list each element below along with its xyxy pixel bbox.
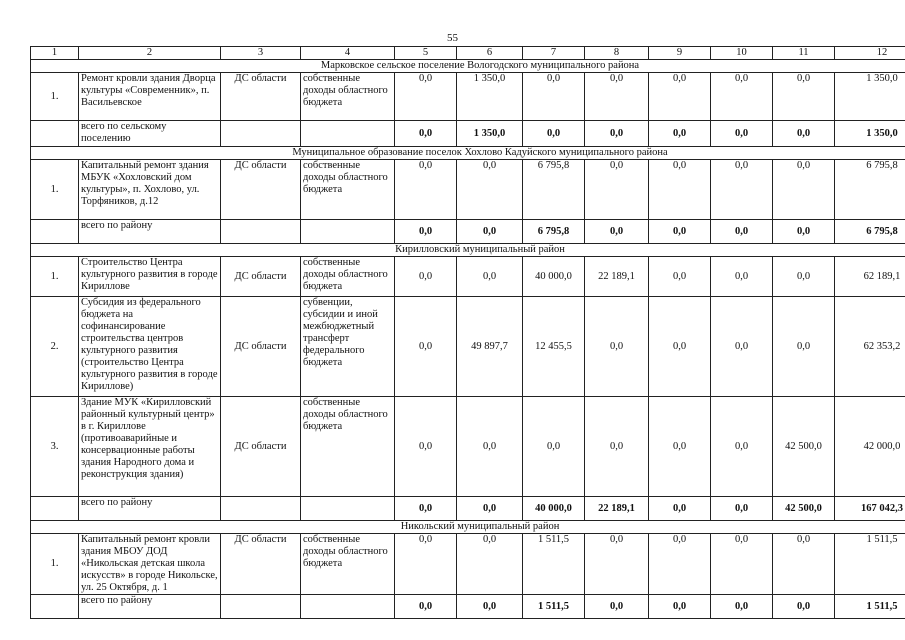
value-cell: 0,0 bbox=[649, 397, 711, 497]
value-cell: 0,0 bbox=[395, 297, 457, 397]
row-number: 2. bbox=[31, 297, 79, 397]
table-row bbox=[31, 297, 905, 397]
value-cell: 40 000,0 bbox=[523, 257, 585, 297]
value-cell: 0,0 bbox=[457, 534, 523, 595]
row-number: 1. bbox=[31, 257, 79, 297]
value-cell: 1 511,5 bbox=[835, 534, 905, 595]
header-row bbox=[31, 47, 905, 60]
table-row bbox=[31, 160, 905, 220]
total-row bbox=[31, 497, 905, 521]
table-row bbox=[31, 397, 905, 497]
row-number: 1. bbox=[31, 160, 79, 220]
total-value: 22 189,1 bbox=[585, 497, 649, 521]
total-value: 0,0 bbox=[457, 220, 523, 244]
total-value: 0,0 bbox=[585, 595, 649, 619]
value-cell: 0,0 bbox=[395, 397, 457, 497]
section-title: Марковское сельское поселение Вологодского муниципального района bbox=[31, 60, 905, 73]
table-row bbox=[31, 534, 905, 595]
section-title: Кирилловский муниципальный район bbox=[31, 244, 905, 257]
total-value: 6 795,8 bbox=[523, 220, 585, 244]
value-cell: 0,0 bbox=[395, 160, 457, 220]
value-cell: 0,0 bbox=[711, 297, 773, 397]
page-number: 55 bbox=[447, 32, 458, 44]
value-cell: 0,0 bbox=[585, 73, 649, 121]
section-title-row bbox=[31, 521, 905, 534]
total-value: 1 350,0 bbox=[457, 121, 523, 147]
total-value: 0,0 bbox=[773, 595, 835, 619]
value-cell: 1 511,5 bbox=[523, 534, 585, 595]
total-value: 0,0 bbox=[395, 497, 457, 521]
total-empty-cell bbox=[221, 220, 301, 244]
total-value: 1 350,0 bbox=[835, 121, 905, 147]
section-title-row bbox=[31, 60, 905, 73]
budget-table bbox=[30, 46, 905, 619]
total-empty-cell bbox=[221, 497, 301, 521]
total-value: 0,0 bbox=[711, 595, 773, 619]
total-label: всего по району bbox=[79, 220, 221, 244]
total-value: 40 000,0 bbox=[523, 497, 585, 521]
total-empty-cell bbox=[301, 220, 395, 244]
value-cell: 0,0 bbox=[395, 257, 457, 297]
total-row bbox=[31, 595, 905, 619]
value-cell: 6 795,8 bbox=[835, 160, 905, 220]
header-cell: 4 bbox=[301, 47, 395, 60]
project-name: Ремонт кровли здания Дворца культуры «Современник», п. Васильевское bbox=[79, 73, 221, 121]
total-empty-cell bbox=[31, 497, 79, 521]
revenue-type: собственные доходы областного бюджета bbox=[301, 397, 395, 497]
value-cell: 0,0 bbox=[649, 257, 711, 297]
value-cell: 0,0 bbox=[395, 73, 457, 121]
funding-source: ДС области bbox=[221, 397, 301, 497]
total-empty-cell bbox=[31, 595, 79, 619]
total-row bbox=[31, 220, 905, 244]
revenue-type: собственные доходы областного бюджета bbox=[301, 160, 395, 220]
value-cell: 22 189,1 bbox=[585, 257, 649, 297]
value-cell: 0,0 bbox=[773, 534, 835, 595]
total-value: 0,0 bbox=[523, 121, 585, 147]
header-cell: 11 bbox=[773, 47, 835, 60]
total-value: 1 511,5 bbox=[835, 595, 905, 619]
section-title-row bbox=[31, 244, 905, 257]
total-value: 0,0 bbox=[649, 595, 711, 619]
revenue-type: собственные доходы областного бюджета bbox=[301, 257, 395, 297]
total-value: 0,0 bbox=[457, 595, 523, 619]
total-value: 0,0 bbox=[395, 121, 457, 147]
value-cell: 0,0 bbox=[395, 534, 457, 595]
total-empty-cell bbox=[221, 121, 301, 147]
row-number: 1. bbox=[31, 534, 79, 595]
value-cell: 0,0 bbox=[711, 257, 773, 297]
section-title: Муниципальное образование поселок Хохлово Кадуйского муниципального района bbox=[31, 147, 905, 160]
value-cell: 0,0 bbox=[457, 397, 523, 497]
total-value: 0,0 bbox=[711, 497, 773, 521]
total-row bbox=[31, 121, 905, 147]
project-name: Здание МУК «Кирилловский районный культурный центр» в г. Кириллове (противоаварийные и консервационные работы здания Народного дома и реконструкция здания) bbox=[79, 397, 221, 497]
value-cell: 1 350,0 bbox=[457, 73, 523, 121]
row-number: 3. bbox=[31, 397, 79, 497]
value-cell: 0,0 bbox=[585, 397, 649, 497]
project-name: Строительство Центра культурного развития в городе Кириллове bbox=[79, 257, 221, 297]
value-cell: 42 000,0 bbox=[835, 397, 905, 497]
revenue-type: собственные доходы областного бюджета bbox=[301, 73, 395, 121]
total-value: 0,0 bbox=[649, 497, 711, 521]
value-cell: 0,0 bbox=[649, 73, 711, 121]
funding-source: ДС области bbox=[221, 257, 301, 297]
value-cell: 6 795,8 bbox=[523, 160, 585, 220]
section-title: Никольский муниципальный район bbox=[31, 521, 905, 534]
total-value: 42 500,0 bbox=[773, 497, 835, 521]
value-cell: 0,0 bbox=[711, 534, 773, 595]
funding-source: ДС области bbox=[221, 160, 301, 220]
header-cell: 5 bbox=[395, 47, 457, 60]
value-cell: 42 500,0 bbox=[773, 397, 835, 497]
value-cell: 0,0 bbox=[585, 160, 649, 220]
funding-source: ДС области bbox=[221, 534, 301, 595]
project-name: Субсидия из федерального бюджета на софинансирование строительства центров культурного развития (строительство Центра культурного развития в городе Кириллове) bbox=[79, 297, 221, 397]
header-cell: 9 bbox=[649, 47, 711, 60]
value-cell: 1 350,0 bbox=[835, 73, 905, 121]
project-name: Капитальный ремонт здания МБУК «Хохловский дом культуры», п. Хохлово, ул. Торфяников, д.12 bbox=[79, 160, 221, 220]
header-cell: 12 bbox=[835, 47, 905, 60]
total-label: всего по району bbox=[79, 497, 221, 521]
value-cell: 12 455,5 bbox=[523, 297, 585, 397]
row-number: 1. bbox=[31, 73, 79, 121]
header-cell: 10 bbox=[711, 47, 773, 60]
section-title-row bbox=[31, 147, 905, 160]
value-cell: 49 897,7 bbox=[457, 297, 523, 397]
value-cell: 0,0 bbox=[457, 160, 523, 220]
total-label: всего по сельскому поселению bbox=[79, 121, 221, 147]
total-value: 6 795,8 bbox=[835, 220, 905, 244]
value-cell: 0,0 bbox=[649, 534, 711, 595]
total-value: 1 511,5 bbox=[523, 595, 585, 619]
total-value: 0,0 bbox=[649, 121, 711, 147]
total-value: 0,0 bbox=[649, 220, 711, 244]
header-cell: 2 bbox=[79, 47, 221, 60]
value-cell: 0,0 bbox=[523, 73, 585, 121]
header-cell: 7 bbox=[523, 47, 585, 60]
total-value: 0,0 bbox=[395, 220, 457, 244]
total-value: 0,0 bbox=[773, 220, 835, 244]
header-cell: 1 bbox=[31, 47, 79, 60]
project-name: Капитальный ремонт кровли здания МБОУ ДОД «Никольская детская школа искусств» в городе Никольске, ул. 25 Октября, д. 1 bbox=[79, 534, 221, 595]
table-row bbox=[31, 257, 905, 297]
revenue-type: субвенции, субсидии и иной межбюджетный трансферт федерального бюджета bbox=[301, 297, 395, 397]
total-empty-cell bbox=[31, 220, 79, 244]
total-empty-cell bbox=[31, 121, 79, 147]
total-value: 0,0 bbox=[585, 121, 649, 147]
value-cell: 0,0 bbox=[585, 534, 649, 595]
header-cell: 3 bbox=[221, 47, 301, 60]
total-empty-cell bbox=[221, 595, 301, 619]
value-cell: 0,0 bbox=[649, 297, 711, 397]
header-cell: 6 bbox=[457, 47, 523, 60]
value-cell: 0,0 bbox=[773, 160, 835, 220]
total-value: 0,0 bbox=[395, 595, 457, 619]
value-cell: 0,0 bbox=[711, 160, 773, 220]
value-cell: 0,0 bbox=[649, 160, 711, 220]
table-row bbox=[31, 73, 905, 121]
value-cell: 0,0 bbox=[773, 73, 835, 121]
value-cell: 62 353,2 bbox=[835, 297, 905, 397]
value-cell: 0,0 bbox=[457, 257, 523, 297]
total-value: 0,0 bbox=[585, 220, 649, 244]
total-empty-cell bbox=[301, 121, 395, 147]
value-cell: 0,0 bbox=[711, 397, 773, 497]
value-cell: 0,0 bbox=[711, 73, 773, 121]
header-cell: 8 bbox=[585, 47, 649, 60]
value-cell: 0,0 bbox=[773, 257, 835, 297]
value-cell: 0,0 bbox=[773, 297, 835, 397]
value-cell: 62 189,1 bbox=[835, 257, 905, 297]
funding-source: ДС области bbox=[221, 73, 301, 121]
value-cell: 0,0 bbox=[523, 397, 585, 497]
total-value: 0,0 bbox=[711, 121, 773, 147]
total-value: 167 042,3 bbox=[835, 497, 905, 521]
total-label: всего по району bbox=[79, 595, 221, 619]
revenue-type: собственные доходы областного бюджета bbox=[301, 534, 395, 595]
total-value: 0,0 bbox=[457, 497, 523, 521]
funding-source: ДС области bbox=[221, 297, 301, 397]
total-value: 0,0 bbox=[773, 121, 835, 147]
total-empty-cell bbox=[301, 497, 395, 521]
total-value: 0,0 bbox=[711, 220, 773, 244]
total-empty-cell bbox=[301, 595, 395, 619]
value-cell: 0,0 bbox=[585, 297, 649, 397]
